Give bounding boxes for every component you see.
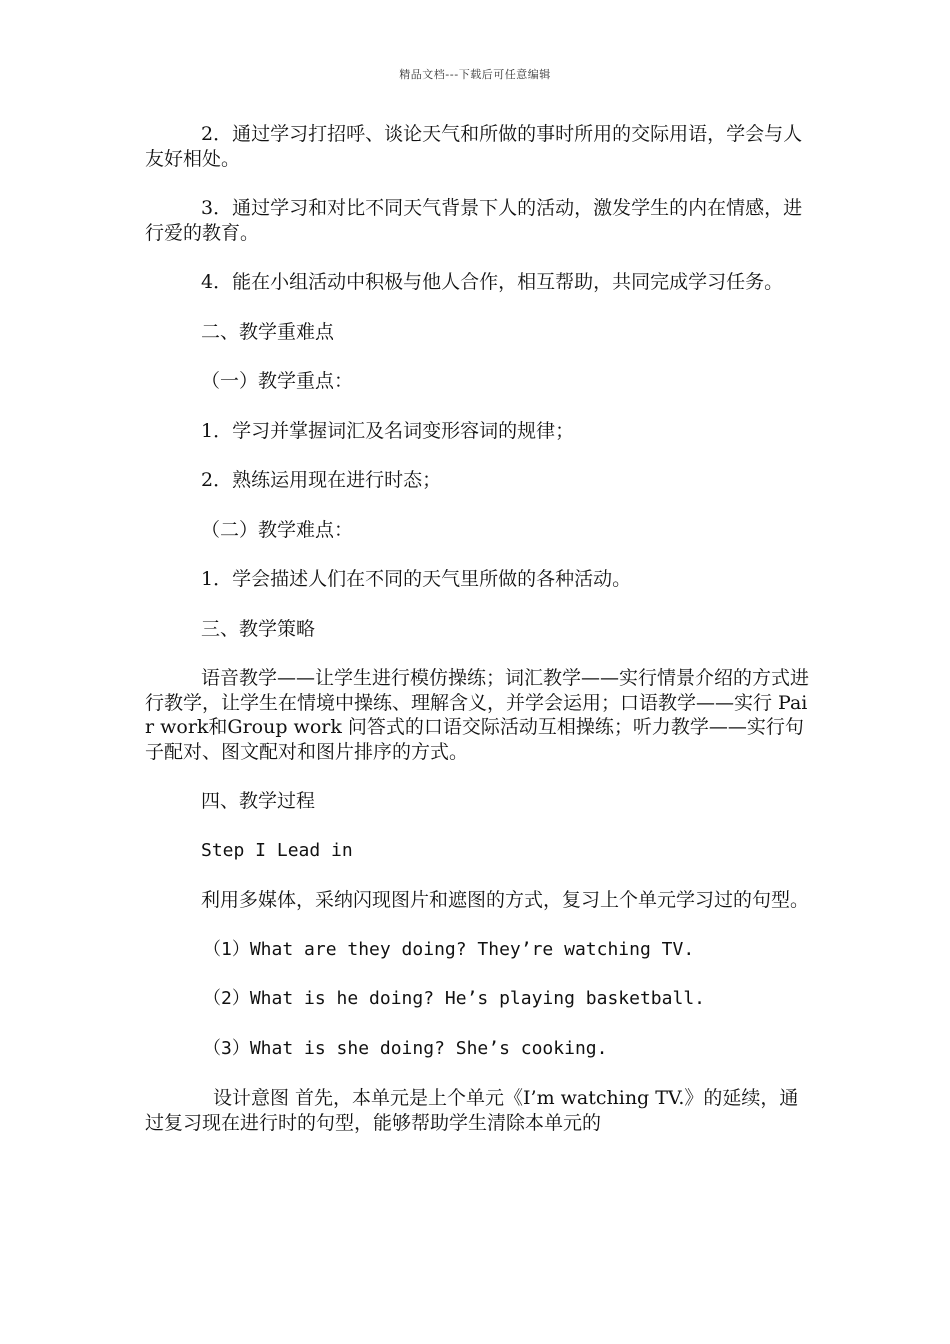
page-header: 精品文档---下载后可任意编辑	[399, 68, 551, 81]
step-description: 利用多媒体，采纳闪现图片和遮图的方式，复习上个单元学习过的句型。	[201, 889, 810, 911]
objective-3: 3．通过学习和对比不同天气背景下人的活动，激发学生的内在情感，进行爱的教育。	[145, 197, 803, 244]
objective-4: 4．能在小组活动中积极与他人合作，相互帮助，共同完成学习任务。	[201, 271, 784, 293]
design-intent-paragraph: 设计意图 首先，本单元是上个单元《I’m watching TV.》的延续，通过复习现在进行时的句型，能够帮助学生清除本单元的	[145, 1087, 799, 1134]
difficulty-item-1: 1．学会描述人们在不同的天气里所做的各种活动。	[201, 568, 632, 590]
subheading-focus: （一）教学重点：	[201, 370, 354, 392]
example-sentence-2: （2）What is he doing? He’s playing basketball.	[203, 988, 705, 1009]
objective-2: 2．通过学习打招呼、谈论天气和所做的事时所用的交际用语，学会与人友好相处。	[145, 123, 803, 170]
section-heading-key-points: 二、教学重难点	[201, 320, 335, 343]
focus-item-2: 2．熟练运用现在进行时态；	[201, 469, 442, 491]
example-sentence-1: （1）What are they doing? They’re watching TV.	[203, 938, 695, 960]
section-heading-strategy: 三、教学策略	[201, 617, 316, 640]
step-heading: Step I Lead in	[201, 839, 353, 861]
example-sentence-3: （3）What is she doing? She’s cooking.	[203, 1037, 608, 1059]
focus-item-1: 1．学习并掌握词汇及名词变形容词的规律；	[201, 419, 575, 442]
strategy-paragraph: 语音教学——让学生进行模仿操练；词汇教学——实行情景介绍的方式进行教学，让学生在情境中操练、理解含义，并学会运用；口语教学——实行 Pair work和Group work 问答式的口语交际活动互相操练；听力教学——实行句子配对、图文配对和图片排序的方式。	[145, 667, 810, 763]
section-heading-process: 四、教学过程	[201, 790, 316, 812]
document-body	[145, 122, 810, 1160]
subheading-difficulty: （二）教学难点：	[201, 518, 354, 541]
